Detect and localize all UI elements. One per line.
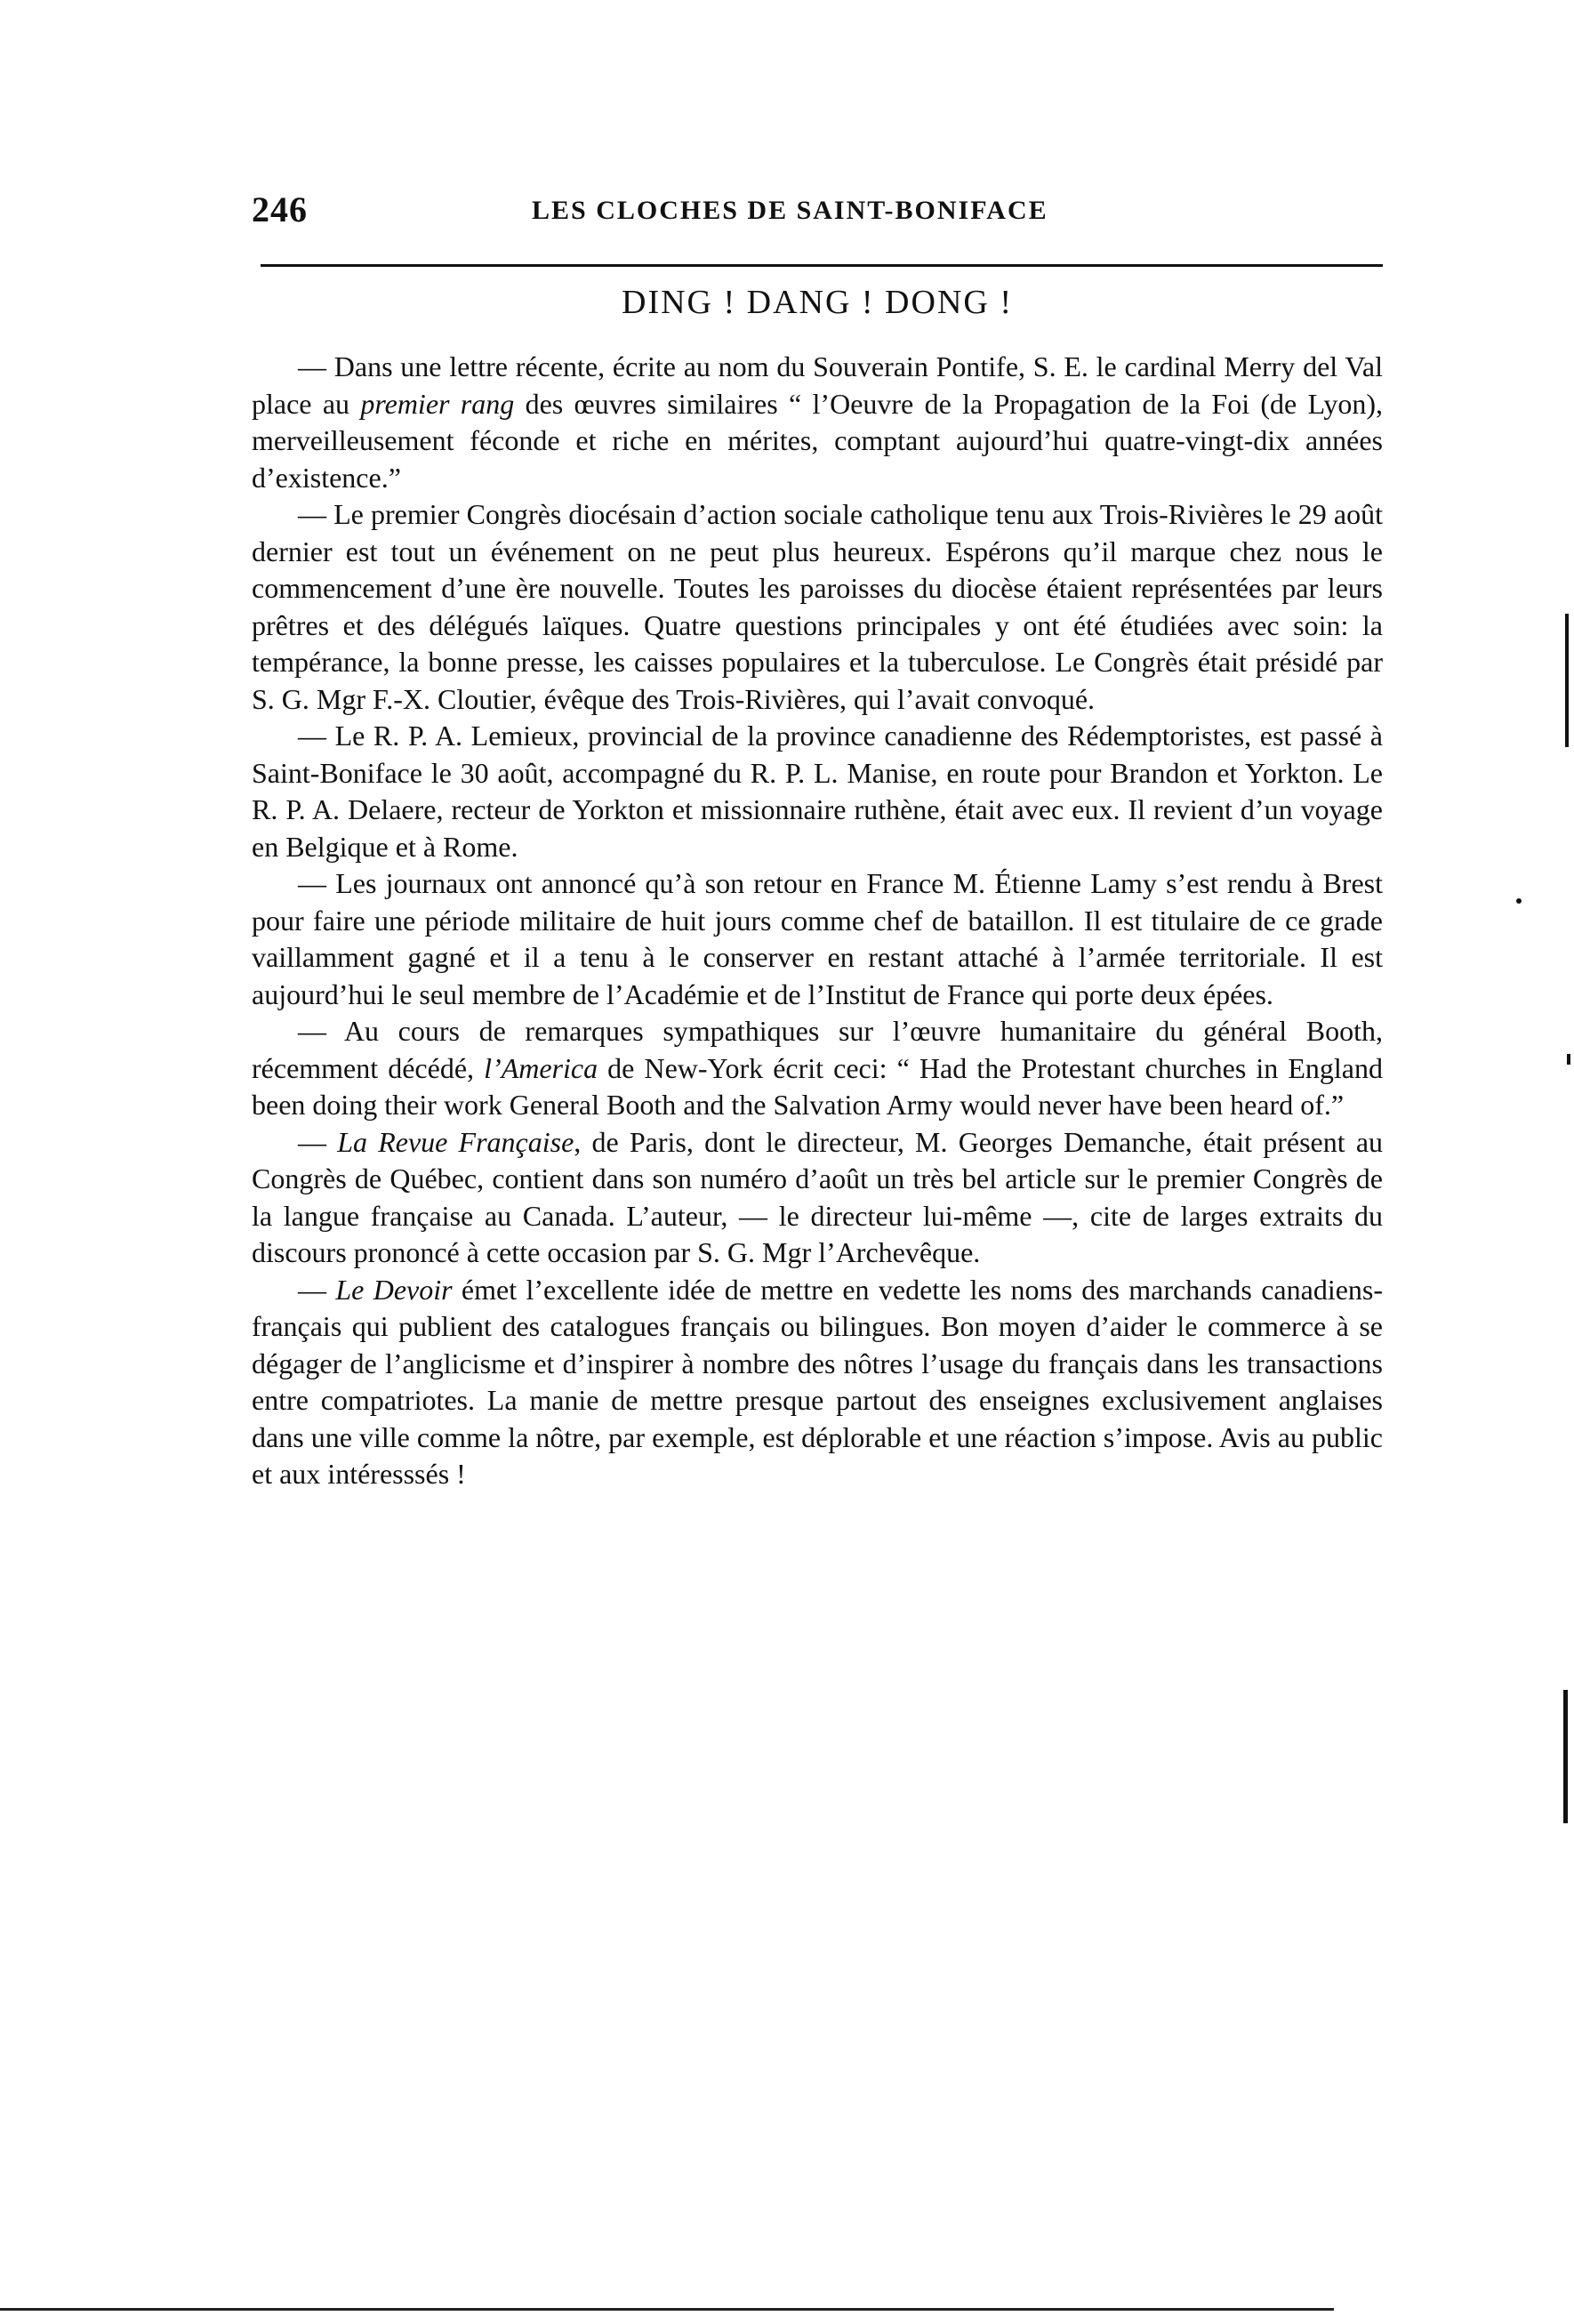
article-body	[252, 349, 1383, 1493]
paragraph-text: — Le premier Congrès diocésain d’action sociale catholique tenu aux Trois-Rivières le 29 août dernier est tout un événement on ne peut plus heureux. Espérons qu’il marque chez nous le commencement d’une ère nouvelle. Toutes les paroisses du diocèse étaient représentées par leurs prêtres et des délégués laïques. Quatre questions principales y ont été étudiées avec soin: la tempérance, la bonne presse, les caisses populaires et la tuberculose. Le Congrès était présidé par S. G. Mgr F.-X. Cloutier, évêque des Trois-Rivières, qui l’avait convoqué.	[252, 498, 1383, 715]
scan-mark	[1563, 1690, 1568, 1823]
scan-mark	[1516, 898, 1522, 904]
paragraph-text: émet l’excellente idée de mettre en vedette les noms des marchands canadiens-français qui publient des catalogues français ou bilingues. Bon moyen d’aider le commerce à se dégager de l’anglicisme et d’inspirer à nombre des nôtres l’usage du français dans les transactions entre compatriotes. La manie de mettre presque partout des enseignes exclusivement anglaises dans une ville comme la nôtre, par exemple, est déplorable et une réaction s’impose. Avis au public et aux intéresssés !	[252, 1273, 1384, 1490]
scan-edge-line	[0, 2308, 1334, 2311]
italic-phrase: Le Devoir	[335, 1273, 453, 1306]
scan-mark	[1565, 614, 1569, 747]
paragraph-general-booth	[252, 1013, 1383, 1124]
italic-phrase: premier rang	[360, 387, 515, 420]
running-title: LES CLOCHES DE SAINT-BONIFACE	[532, 196, 1048, 225]
paragraph-congres-trois-rivieres	[252, 496, 1383, 718]
header-rule	[261, 264, 1383, 267]
paragraph-text: —	[298, 1273, 336, 1306]
paragraph-le-devoir	[252, 1272, 1383, 1493]
paragraph-text: — Le R. P. A. Lemieux, provincial de la province canadienne des Rédemptoristes, est passé à Saint-Boniface le 30 août, accompagné du R. P. L. Manise, en route pour Brandon et Yorkton. Le R. P. A. Delaere, recteur de Yorkton et missionnaire ruthène, était avec eux. Il revient d’un voyage en Belgique et à Rome.	[252, 720, 1383, 863]
paragraph-text: de New-York écrit ceci: “ Had the Protestant churches in England been doing their work General Booth and the Salvation Army would never have been heard of.”	[252, 1051, 1384, 1121]
paragraph-papal-letter	[252, 349, 1383, 496]
paragraph-etienne-lamy	[252, 865, 1383, 1013]
paragraph-text: des œuvres similaires “ l’Oeuvre de la Propagation de la Foi (de Lyon), merveilleusement féconde et riche en mérites, comptant aujourd’hui quatre-vingt-dix années d’existence.”	[252, 387, 1384, 494]
paragraph-redemptoristes	[252, 718, 1383, 865]
italic-phrase: La Revue Française	[337, 1125, 574, 1158]
paragraph-revue-francaise	[252, 1124, 1383, 1272]
scan-mark	[1567, 1054, 1570, 1065]
italic-phrase: l’America	[484, 1051, 598, 1084]
paragraph-text: — Dans une lettre récente, écrite au nom du Souverain Pontife, S. E. le cardinal Merry del Val place au	[252, 350, 1383, 420]
page-number: 246	[252, 189, 308, 229]
paragraph-text: —	[298, 1125, 338, 1158]
paragraph-text: — Les journaux ont annoncé qu’à son retour en France M. Étienne Lamy s’est rendu à Brest pour faire une période militaire de huit jours comme chef de bataillon. Il est titulaire de ce grade vaillamment gagné et il a tenu à le conserver en restant attaché à l’armée territoriale. Il est aujourd’hui le seul membre de l’Académie et de l’Institut de France qui porte deux épées.	[252, 867, 1383, 1010]
section-title: DING ! DANG ! DONG !	[622, 284, 1013, 321]
paragraph-text: — Au cours de remarques sympathiques sur l’œuvre humanitaire du général Booth, récemment décédé,	[252, 1015, 1383, 1084]
paragraph-text: , de Paris, dont le directeur, M. Georges Demanche, était présent au Congrès de Québec, contient dans son numéro d’août un très bel article sur le premier Congrès de la langue française au Canada. L’auteur, — le directeur lui-même —, cite de larges extraits du discours prononcé à cette occasion par S. G. Mgr l’Archevêque.	[252, 1125, 1384, 1268]
page-header	[252, 189, 1383, 242]
